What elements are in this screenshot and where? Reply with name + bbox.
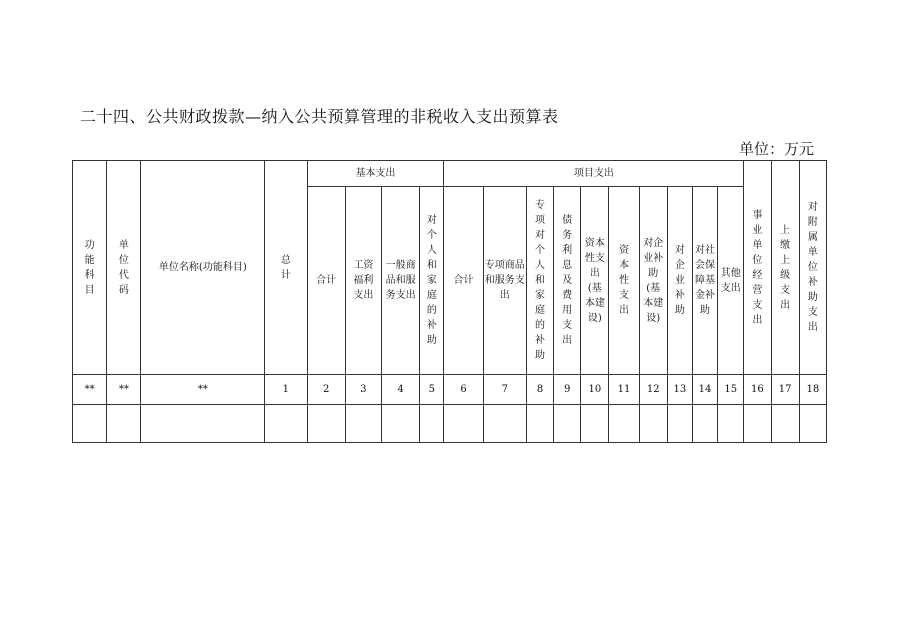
header-project-4: 资本性支出(基本建设) (581, 187, 609, 375)
header-project-9: 其他支出 (718, 187, 744, 375)
data-cell (265, 405, 307, 443)
header-project-3: 债务利息及费用支出 (554, 187, 581, 375)
header-project-8: 对社会保障基金补助 (692, 187, 717, 375)
data-cell (444, 405, 483, 443)
header-unit-name: 单位名称(功能科目) (141, 161, 265, 375)
header-project-2: 专项对个人和家庭的补助 (526, 187, 553, 375)
index-cell: 5 (420, 375, 444, 405)
data-cell (307, 405, 345, 443)
data-cell (771, 405, 799, 443)
index-cell: ** (107, 375, 141, 405)
data-cell (639, 405, 667, 443)
data-cell (718, 405, 744, 443)
data-cell (667, 405, 692, 443)
index-row (73, 375, 827, 405)
index-cell: 8 (526, 375, 553, 405)
page-title: 二十四、公共财政拨款—纳入公共预算管理的非税收入支出预算表 (80, 107, 559, 126)
index-cell: 6 (444, 375, 483, 405)
header-basic-3: 对个人和家庭的补助 (420, 187, 444, 375)
index-cell: 4 (381, 375, 419, 405)
header-tail-1: 上缴上级支出 (771, 161, 799, 375)
header-project-1: 专项商品和服务支出 (483, 187, 526, 375)
index-cell: 7 (483, 375, 526, 405)
index-cell: ** (73, 375, 107, 405)
index-cell: 12 (639, 375, 667, 405)
header-basic-group: 基本支出 (307, 161, 444, 187)
data-cell (581, 405, 609, 443)
index-cell: 14 (692, 375, 717, 405)
header-project-7: 对企业补助 (667, 187, 692, 375)
data-cell (554, 405, 581, 443)
header-unit-code: 单位代码 (107, 161, 141, 375)
index-cell: 2 (307, 375, 345, 405)
index-cell: ** (141, 375, 265, 405)
index-cell: 11 (609, 375, 639, 405)
data-cell (483, 405, 526, 443)
header-project-group: 项目支出 (444, 161, 744, 187)
header-project-6: 对企业补助(基本建设) (639, 187, 667, 375)
budget-table (72, 160, 827, 443)
data-cell (141, 405, 265, 443)
data-cell (381, 405, 419, 443)
index-cell: 17 (771, 375, 799, 405)
header-total: 总计 (265, 161, 307, 375)
header-basic-0: 合计 (307, 187, 345, 375)
data-cell (799, 405, 826, 443)
data-cell (526, 405, 553, 443)
index-cell: 16 (744, 375, 771, 405)
header-project-5: 资本性支出 (609, 187, 639, 375)
data-cell (744, 405, 771, 443)
index-cell: 1 (265, 375, 307, 405)
header-basic-2: 一般商品和服务支出 (381, 187, 419, 375)
index-cell: 9 (554, 375, 581, 405)
empty-data-row (73, 405, 827, 443)
header-basic-1: 工资福利支出 (345, 187, 381, 375)
data-cell (692, 405, 717, 443)
header-project-0: 合计 (444, 187, 483, 375)
data-cell (609, 405, 639, 443)
index-cell: 10 (581, 375, 609, 405)
header-tail-0: 事业单位经营支出 (744, 161, 771, 375)
data-cell (73, 405, 107, 443)
index-cell: 15 (718, 375, 744, 405)
index-cell: 18 (799, 375, 826, 405)
index-cell: 13 (667, 375, 692, 405)
data-cell (345, 405, 381, 443)
header-tail-2: 对附属单位补助支出 (799, 161, 826, 375)
data-cell (420, 405, 444, 443)
unit-label: 单位：万元 (739, 140, 815, 158)
index-cell: 3 (345, 375, 381, 405)
header-func-subject: 功能科目 (73, 161, 107, 375)
data-cell (107, 405, 141, 443)
